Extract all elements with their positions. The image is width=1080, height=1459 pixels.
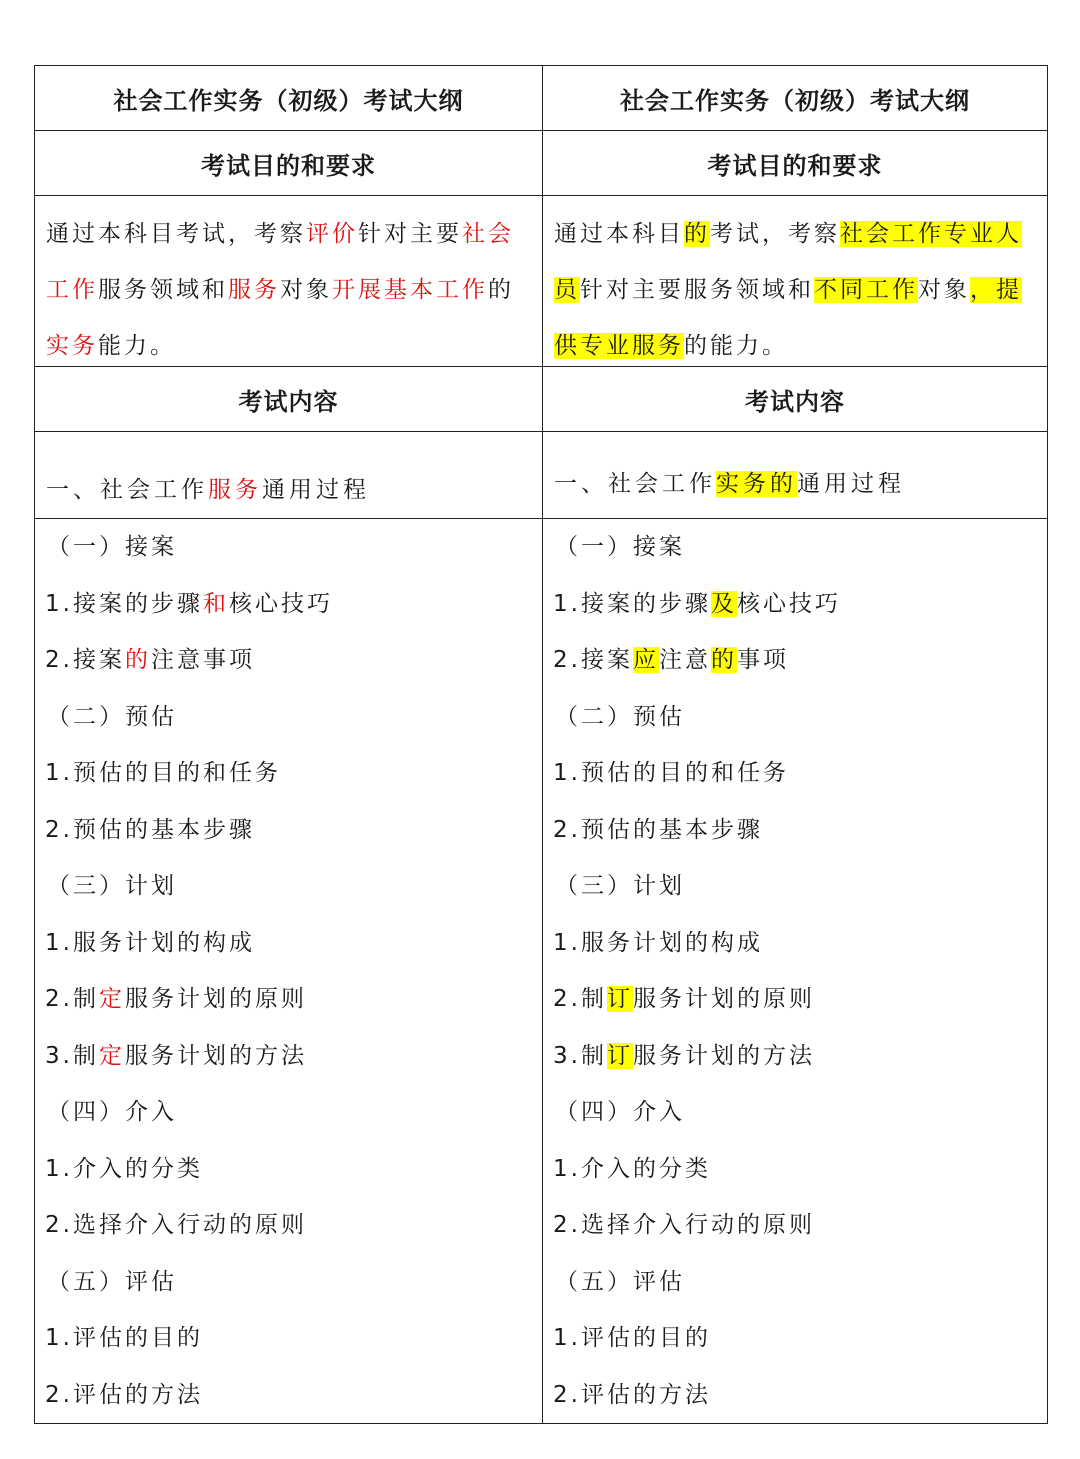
changed-text: 的 bbox=[124, 647, 151, 673]
changed-text: 服务 bbox=[228, 277, 280, 303]
text-run: 针对主要服务领域和 bbox=[580, 277, 814, 303]
text-run: 通过本科目考试，考察 bbox=[46, 221, 306, 247]
changed-text: 社会工作 bbox=[46, 221, 514, 303]
text-run: （三）计划 bbox=[47, 873, 177, 899]
text-run: 3.制 bbox=[45, 1042, 99, 1069]
text-run: 事项 bbox=[736, 647, 789, 673]
text-run: 对象 bbox=[280, 277, 332, 303]
text-run: 2.接案 bbox=[553, 647, 633, 673]
text-run: 1.评估的目的 bbox=[45, 1325, 203, 1351]
changed-text: 定 bbox=[98, 1042, 125, 1069]
list-item bbox=[555, 528, 685, 566]
text-run: 针对主要 bbox=[358, 221, 462, 247]
text-run: 通用过程 bbox=[262, 477, 370, 503]
text-run: 对象 bbox=[918, 277, 970, 303]
text-run: 一、社会工作 bbox=[554, 471, 716, 497]
list-item bbox=[45, 811, 255, 849]
text-run: 2.预估的基本步骤 bbox=[553, 816, 763, 843]
text-run: 2.接案 bbox=[45, 647, 125, 673]
text-run: 2.制 bbox=[45, 986, 99, 1012]
highlighted-text: 社会工作专业人员 bbox=[554, 221, 1022, 303]
list-item bbox=[45, 585, 333, 623]
changed-text: 定 bbox=[98, 986, 125, 1012]
text-run: （一）接案 bbox=[47, 534, 177, 560]
left-item-list bbox=[35, 519, 542, 1423]
left-content-heading: 考试内容 bbox=[238, 387, 339, 416]
list-item bbox=[45, 1150, 203, 1188]
highlighted-text: 订 bbox=[606, 986, 633, 1012]
list-item bbox=[553, 1150, 711, 1188]
text-run: （四）介入 bbox=[555, 1099, 685, 1125]
text-run: （二）预估 bbox=[555, 703, 685, 730]
text-run: （五）评估 bbox=[555, 1268, 685, 1295]
text-run: 3.制 bbox=[553, 1042, 607, 1069]
text-run: 注意 bbox=[658, 647, 711, 673]
list-item bbox=[553, 1206, 815, 1244]
text-run: 的 bbox=[488, 277, 514, 303]
text-run: （二）预估 bbox=[47, 703, 177, 730]
text-run: 1.接案的步骤 bbox=[553, 590, 711, 617]
text-run: 1.预估的目的和任务 bbox=[553, 760, 789, 786]
list-item bbox=[555, 1263, 685, 1301]
text-run: 1.介入的分类 bbox=[553, 1155, 711, 1182]
list-item bbox=[553, 585, 841, 623]
list-item bbox=[555, 698, 685, 736]
highlighted-text: ，提供专业服务 bbox=[554, 277, 1022, 359]
text-run: 2.制 bbox=[553, 986, 607, 1012]
comparison-table bbox=[34, 65, 1048, 1424]
list-item bbox=[553, 980, 815, 1018]
text-run: 服务计划的方法 bbox=[632, 1042, 815, 1069]
highlighted-text: 及 bbox=[710, 590, 737, 617]
text-run: 服务领域和 bbox=[98, 277, 228, 303]
list-item bbox=[555, 1093, 685, 1131]
changed-text: 实务 bbox=[46, 333, 98, 359]
list-item bbox=[45, 1319, 203, 1357]
text-run: 能力。 bbox=[98, 333, 176, 359]
left-purpose-text bbox=[35, 196, 542, 366]
text-run: 服务计划的方法 bbox=[124, 1042, 307, 1069]
changed-text: 评价 bbox=[306, 221, 358, 247]
highlighted-text: 的 bbox=[710, 647, 737, 673]
text-run: 1.预估的目的和任务 bbox=[45, 760, 281, 786]
text-run: 2.评估的方法 bbox=[45, 1381, 203, 1408]
left-purpose-heading: 考试目的和要求 bbox=[201, 151, 376, 180]
text-run: 1.接案的步骤 bbox=[45, 590, 203, 617]
list-item bbox=[553, 641, 789, 679]
text-run: 2.选择介入行动的原则 bbox=[45, 1212, 307, 1238]
right-content-heading: 考试内容 bbox=[745, 387, 845, 416]
highlighted-text: 订 bbox=[606, 1042, 633, 1069]
list-item bbox=[45, 980, 307, 1018]
text-run: （一）接案 bbox=[555, 534, 685, 560]
list-item bbox=[47, 698, 177, 736]
text-run: （五）评估 bbox=[47, 1268, 177, 1295]
list-item bbox=[555, 867, 685, 905]
text-run: （三）计划 bbox=[555, 873, 685, 899]
text-run: 通用过程 bbox=[797, 471, 905, 497]
highlighted-text: 实务的 bbox=[716, 471, 797, 497]
highlighted-text: 的 bbox=[684, 221, 710, 247]
list-item bbox=[47, 867, 177, 905]
text-run: 通过本科目 bbox=[554, 221, 684, 247]
text-run: 注意事项 bbox=[150, 647, 255, 673]
text-run: 核心技巧 bbox=[228, 590, 333, 617]
right-title: 社会工作实务（初级）考试大纲 bbox=[620, 86, 970, 115]
right-purpose-text bbox=[543, 196, 1047, 366]
text-run: 1.服务计划的构成 bbox=[553, 929, 763, 956]
list-item bbox=[45, 924, 255, 962]
list-item bbox=[45, 1037, 307, 1075]
list-item bbox=[45, 754, 281, 792]
list-item bbox=[45, 1376, 203, 1414]
list-item bbox=[553, 1376, 711, 1414]
text-run: 2.评估的方法 bbox=[553, 1381, 711, 1408]
highlighted-text: 应 bbox=[632, 647, 659, 673]
changed-text: 服务 bbox=[208, 477, 262, 503]
text-run: 考试，考察 bbox=[710, 221, 840, 247]
left-title: 社会工作实务（初级）考试大纲 bbox=[113, 86, 464, 115]
right-purpose-heading: 考试目的和要求 bbox=[707, 151, 883, 180]
changed-text: 开展基本工作 bbox=[332, 277, 488, 303]
text-run: 的能力。 bbox=[684, 333, 788, 359]
text-run: 1.介入的分类 bbox=[45, 1155, 203, 1182]
left-chapter-heading bbox=[35, 432, 542, 518]
text-run: 1.评估的目的 bbox=[553, 1325, 711, 1351]
text-run: 2.预估的基本步骤 bbox=[45, 816, 255, 843]
highlighted-text: 不同工作 bbox=[814, 277, 918, 303]
text-run: （四）介入 bbox=[47, 1099, 177, 1125]
list-item bbox=[553, 811, 763, 849]
text-run: 服务计划的原则 bbox=[124, 986, 307, 1012]
changed-text: 和 bbox=[202, 590, 229, 617]
text-run: 1.服务计划的构成 bbox=[45, 929, 255, 956]
list-item bbox=[553, 754, 789, 792]
text-run: 一、社会工作 bbox=[46, 477, 208, 503]
text-run: 核心技巧 bbox=[736, 590, 841, 617]
list-item bbox=[45, 1206, 307, 1244]
text-run: 服务计划的原则 bbox=[632, 986, 815, 1012]
list-item bbox=[45, 641, 255, 679]
list-item bbox=[553, 1319, 711, 1357]
list-item bbox=[47, 528, 177, 566]
right-item-list bbox=[543, 519, 1047, 1423]
list-item bbox=[553, 924, 763, 962]
list-item bbox=[553, 1037, 815, 1075]
text-run: 2.选择介入行动的原则 bbox=[553, 1212, 815, 1238]
right-chapter-heading bbox=[543, 432, 1047, 518]
list-item bbox=[47, 1263, 177, 1301]
list-item bbox=[47, 1093, 177, 1131]
